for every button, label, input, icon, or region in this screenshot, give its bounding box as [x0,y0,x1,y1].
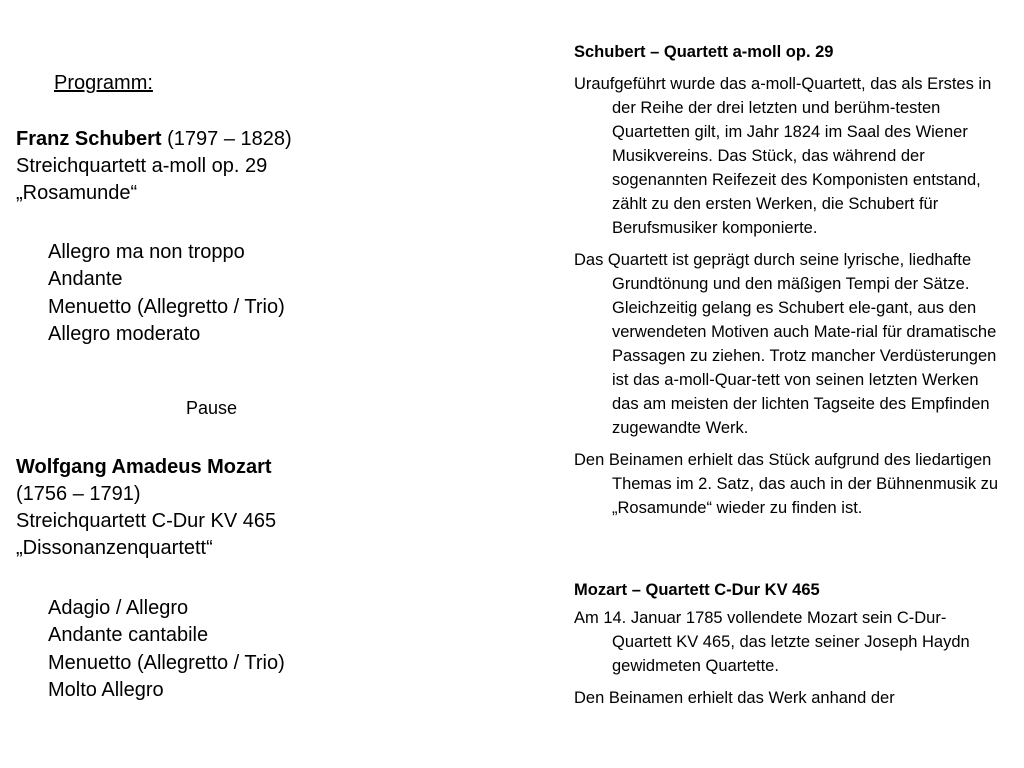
mozart-name: Wolfgang Amadeus Mozart [16,456,272,478]
mozart-movement-2: Andante cantabile [48,624,209,647]
mozart-movement-4: Molto Allegro [48,678,164,701]
schubert-movement-4: Allegro moderato [48,322,201,345]
mozart-notes-title: Mozart – Quartett C-Dur KV 465 [574,581,820,599]
mozart-movements [48,595,285,704]
mozart-movement-3: Menuetto (Allegretto / Trio) [48,651,285,674]
schubert-notes [574,40,1004,520]
program-heading: Programm: [54,72,153,94]
mozart-notes-paragraph-1: Am 14. Januar 1785 vollendete Mozart sein C-Dur-Quartett KV 465, das letzte seiner Joseph Haydn gewidmeten Quartette. [574,609,970,675]
schubert-dates: (1797 – 1828) [161,128,292,150]
mozart-notes [574,578,1004,710]
schubert-notes-title: Schubert – Quartett a-moll op. 29 [574,43,834,61]
schubert-name-line [16,126,292,153]
schubert-notes-paragraph-2: Das Quartett ist geprägt durch seine lyrische, liedhafte Grundtönung und den mäßigen Tempi der Sätze. Gleichzeitig gelang es Schubert ele-gant, aus den verwendeten Motiven auch Mate-rial für dramatische Passagen zu ziehen. Trotz mancher Verdüsterungen ist das a-moll-Quar-tett von seinen letzten Werken das am meisten der lichten Tagseite des Empfinden zugewandte Werk. [574,251,997,437]
mozart-work-block [16,454,276,562]
pause-label: Pause [186,398,238,418]
mozart-movement-1: Adagio / Allegro [48,597,189,619]
schubert-notes-paragraph-1: Uraufgeführt wurde das a-moll-Quartett, das als Erstes in der Reihe der drei letzten und berühm-testen Quartetten gilt, im Jahr 1824 im Saal des Wiener Musikvereins. Das Stück, das während der sogenannten Reifezeit des Komponisten entstand, zählt zu den ersten Werken, die Schubert für Berufsmusiker komponierte. [574,75,992,237]
schubert-movement-2: Andante [48,268,123,291]
mozart-nickname: „Dissonanzenquartett“ [16,537,213,559]
mozart-dates: (1756 – 1791) [16,483,141,505]
schubert-movement-3: Menuetto (Allegretto / Trio) [48,295,285,318]
mozart-work-title: Streichquartett C-Dur KV 465 [16,510,277,532]
schubert-movements [48,239,285,348]
mozart-notes-paragraph-2: Den Beinamen erhielt das Werk anhand der [574,689,895,707]
schubert-work-title: Streichquartett a-moll op. 29 [16,155,268,177]
schubert-nickname: „Rosamunde“ [16,182,138,204]
schubert-work-block [16,126,292,207]
schubert-name: Franz Schubert [16,128,162,150]
schubert-movement-1: Allegro ma non troppo [48,241,245,263]
schubert-notes-paragraph-3: Den Beinamen erhielt das Stück aufgrund des liedartigen Themas im 2. Satz, das auch in der Bühnenmusik zu „Rosamunde“ wieder zu finden ist. [574,451,999,517]
